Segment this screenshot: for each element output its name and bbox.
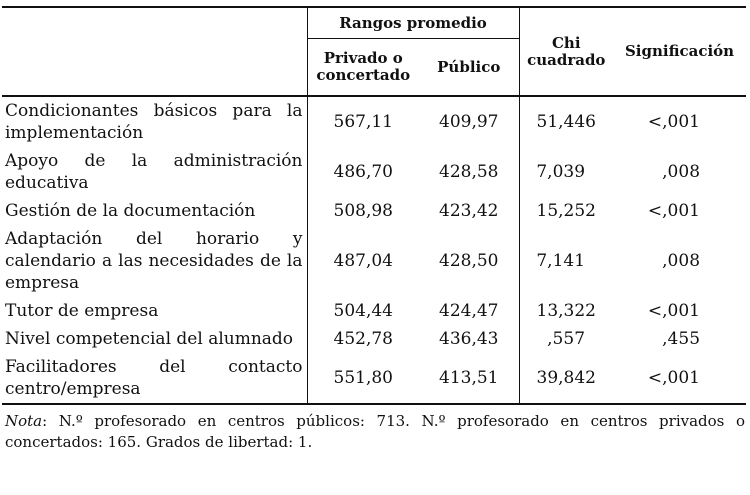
cell-publico: 428,58 <box>439 162 499 182</box>
note-label: Nota <box>5 412 43 430</box>
cell-significacion: <,001 <box>613 353 746 404</box>
row-label: Condicionantes básicos para la implementación <box>2 96 307 147</box>
table-row <box>2 147 746 197</box>
row-label: Apoyo de la administración educativa <box>2 147 307 197</box>
header-chi-cuadrado <box>519 7 613 96</box>
cell-publico: 424,47 <box>439 301 499 321</box>
cell-privado: 508,98 <box>333 201 393 221</box>
cell-significacion: ,008 <box>662 162 701 182</box>
cell-publico: 413,51 <box>419 353 519 404</box>
cell-significacion: <,001 <box>647 201 701 221</box>
cell-significacion: <,001 <box>647 112 701 132</box>
cell-publico: 409,97 <box>439 112 499 132</box>
table-row <box>2 225 746 297</box>
table-note <box>2 405 745 453</box>
header-empty-cell <box>2 7 307 96</box>
cell-publico: 423,42 <box>439 201 499 221</box>
cell-privado: 551,80 <box>307 353 419 404</box>
cell-privado: 567,11 <box>333 112 393 132</box>
header-significacion: Significación <box>613 7 746 96</box>
header-chi-line2: cuadrado <box>527 50 606 69</box>
cell-publico: 428,50 <box>439 251 499 271</box>
note-text: : N.º profesorado en centros públicos: 713. N.º profesorado en centros privados o concertados: 165. Grados de libertad: 1. <box>5 412 745 451</box>
header-privado-line1: Privado o <box>323 49 403 67</box>
cell-privado: 452,78 <box>333 329 393 349</box>
cell-privado: 504,44 <box>333 301 393 321</box>
table-row <box>2 325 746 353</box>
table-header <box>2 7 746 96</box>
header-rangos-promedio: Rangos promedio <box>307 7 519 39</box>
cell-privado: 486,70 <box>333 162 393 182</box>
results-table-container <box>2 6 746 453</box>
rangos-promedio-table <box>2 6 746 405</box>
row-label: Adaptación del horario y calendario a las necesidades de la empresa <box>2 225 307 297</box>
table-body <box>2 96 746 404</box>
cell-privado: 487,04 <box>333 251 393 271</box>
table-row <box>2 96 746 147</box>
cell-chi: ,557 <box>519 325 613 353</box>
cell-significacion: <,001 <box>647 301 701 321</box>
row-label: Tutor de empresa <box>2 297 307 325</box>
table-row <box>2 297 746 325</box>
row-label: Nivel competencial del alumnado <box>2 325 307 353</box>
table-row <box>2 353 746 404</box>
header-publico: Público <box>419 39 519 97</box>
cell-chi: 13,322 <box>519 297 613 325</box>
row-label: Facilitadores del contacto centro/empresa <box>2 353 307 404</box>
cell-chi: 15,252 <box>519 197 613 225</box>
row-label: Gestión de la documentación <box>2 197 307 225</box>
cell-chi: 51,446 <box>519 96 613 147</box>
table-row <box>2 197 746 225</box>
cell-significacion: ,008 <box>662 251 701 271</box>
header-chi-line1: Chi <box>551 33 581 52</box>
header-privado-line2: concertado <box>316 66 411 84</box>
cell-chi: 39,842 <box>519 353 613 404</box>
cell-significacion: ,455 <box>662 329 701 349</box>
header-privado-concertado <box>307 39 419 97</box>
cell-chi: 7,141 <box>519 225 613 297</box>
cell-chi: 7,039 <box>519 147 613 197</box>
cell-publico: 436,43 <box>439 329 499 349</box>
